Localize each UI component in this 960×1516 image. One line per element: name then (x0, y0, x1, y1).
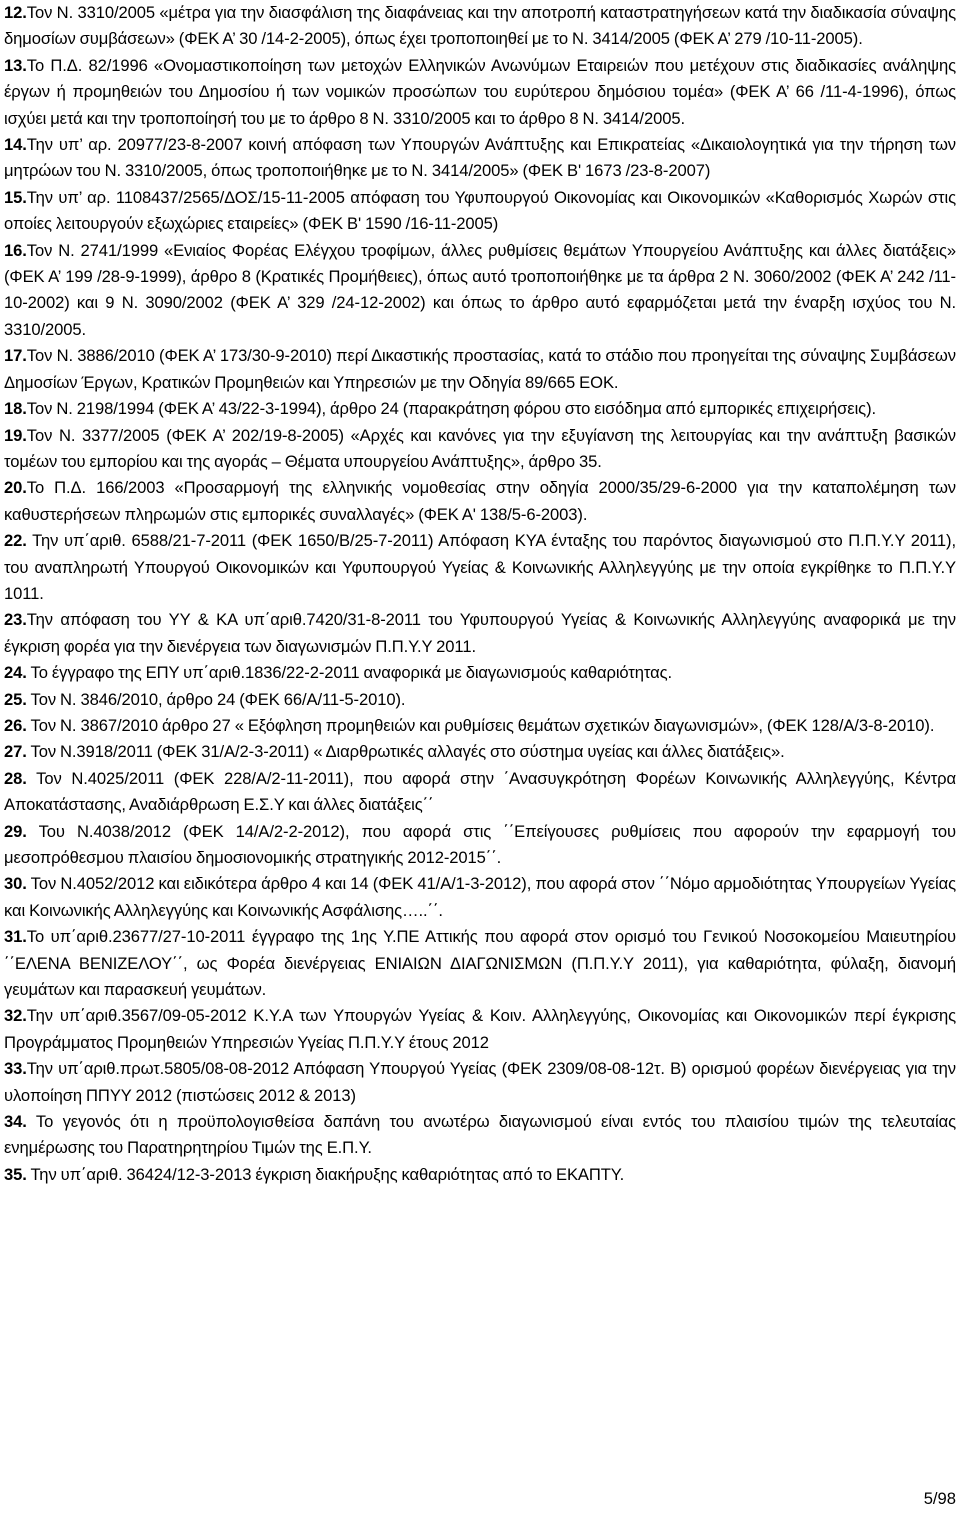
list-item (4, 1003, 956, 1056)
item-text: Το Π.Δ. 166/2003 «Προσαρμογή της ελληνικής νομοθεσίας στην οδηγία 2000/35/29-6-2000 για την καταπολέμηση των καθυστερήσεων πληρωμών στις εμπορικές συναλλαγές» (ΦΕΚ Α' 138/5-6-2003). (4, 478, 956, 524)
item-text: Τον Ν. 2198/1994 (ΦΕΚ Α’ 43/22-3-1994), άρθρο 24 (παρακράτηση φόρου στο εισόδημα από εμπορικές επιχειρήσεις). (26, 399, 877, 419)
item-number: 20. (4, 478, 27, 498)
item-number: 35. (4, 1164, 27, 1184)
item-number: 19. (4, 425, 27, 445)
item-text: Τον Ν.3918/2011 (ΦΕΚ 31/Α/2-3-2011) « Διαρθρωτικές αλλαγές στο σύστημα υγείας και άλλες διατάξεις». (26, 742, 785, 762)
page-number: 5/98 (923, 1489, 956, 1508)
list-item (4, 0, 956, 53)
item-text: Την υπ΄αριθ. 6588/21-7-2011 (ΦΕΚ 1650/Β/25-7-2011) Απόφαση ΚΥΑ ένταξης του παρόντος διαγωνισμού στο Π.Π.Υ.Υ 2011), του αναπληρωτή Υπουργού Οικονομικών και Υφυπουργού Υγείας & Κοινωνικής Αλληλεγγύης με την οποία εγκρίθηκε το Π.Π.Υ.Υ 1011. (4, 531, 956, 603)
item-text: Τον Ν. 2741/1999 «Ενιαίος Φορέας Ελέγχου τροφίμων, άλλες ρυθμίσεις θεμάτων Υπουργείου Ανάπτυξης και άλλες διατάξεις» (ΦΕΚ Α’ 199 /28-9-1999), άρθρο 8 (Κρατικές Προμήθειες), όπως αυτό τροποποιήθηκε με τα άρθρα 2 Ν. 3060/2002 (ΦΕΚ Α’ 242 /11-10-2002) και 9 Ν. 3090/2002 (ΦΕΚ Α’ 329 /24-12-2002) και όπως το άρθρο αυτό εφαρμόζεται μετά την έναρξη ισχύος του Ν. 3310/2005. (4, 240, 956, 339)
item-text: Τον Ν. 3867/2010 άρθρο 27 « Εξόφληση προμηθειών και ρυθμίσεις θεμάτων σχετικών διαγωνισμών», (ΦΕΚ 128/Α/3-8-2010). (26, 715, 935, 735)
item-text: Την υπ΄αριθ.3567/09-05-2012 Κ.Υ.Α των Υπουργών Υγείας & Κοιν. Αλληλεγγύης, Οικονομίας και Οικονομικών περί έγκρισης Προγράμματος Προμηθειών Υπηρεσιών Υγείας Π.Π.Υ.Υ έτους 2012 (4, 1006, 956, 1052)
item-number: 12. (4, 3, 27, 22)
list-item (4, 1162, 956, 1188)
item-text: Τον Ν.4025/2011 (ΦΕΚ 228/Α/2-11-2011), που αφορά στην ΄Ανασυγκρότηση Φορέων Κοινωνικής Αλληλεγγύης, Κέντρα Αποκατάστασης, Αναδιάρθρωση Ε.Σ.Υ και άλλες διατάξεις΄΄ (4, 768, 956, 815)
item-text: Την υπ’ αρ. 20977/23-8-2007 κοινή απόφαση των Υπουργών Ανάπτυξης και Επικρατείας «Δικαιολογητικά για την τήρηση των μητρώων του Ν. 3310/2005, όπως τροποποιήθηκε με το Ν. 3414/2005» (ΦΕΚ Β' 1673 /23-8-2007) (4, 135, 956, 181)
numbered-list (4, 0, 956, 1188)
list-item (4, 924, 956, 1003)
item-number: 34. (4, 1112, 27, 1132)
item-text: Τον Ν. 3846/2010, άρθρο 24 (ΦΕΚ 66/Α/11-5-2010). (26, 689, 406, 709)
item-number: 30. (4, 874, 27, 894)
item-text: Τον Ν. 3886/2010 (ΦΕΚ Α’ 173/30-9-2010) περί Δικαστικής προστασίας, κατά το στάδιο που προηγείται της σύναψης Συμβάσεων Δημοσίων Έργων, Κρατικών Προμηθειών και Υπηρεσιών με την Οδηγία 89/665 ΕΟΚ. (4, 346, 956, 392)
item-number: 23. (4, 610, 27, 630)
list-item (4, 53, 956, 132)
list-item (4, 132, 956, 185)
item-text: Τον Ν. 3310/2005 «μέτρα για την διασφάλιση της διαφάνειας και την αποτροπή καταστρατηγήσεων κατά την διαδικασία σύναψης δημοσίων συμβάσεων» (ΦΕΚ Α’ 30 /14-2-2005), όπως έχει τροποποιηθεί με το Ν. 3414/2005 (ΦΕΚ Α’ 279 /10-11-2005). (4, 3, 956, 49)
list-item (4, 607, 956, 660)
item-number: 26. (4, 715, 27, 735)
item-number: 13. (4, 55, 27, 75)
item-text: Το γεγονός ότι η προϋπολογισθείσα δαπάνη του ανωτέρω διαγωνισμού είναι εντός του πλαισίου τιμών της τελευταίας ενημέρωσης του Παρατηρητηρίου Τιμών της Ε.Π.Υ. (4, 1112, 956, 1158)
item-number: 31. (4, 927, 27, 947)
list-item (4, 739, 956, 765)
list-item (4, 396, 956, 422)
item-text: Την υπ’ αρ. 1108437/2565/ΔΟΣ/15-11-2005 απόφαση του Υφυπουργού Οικονομίας και Οικονομικών «Καθορισμός Χωρών στις οποίες λειτουργούν εξωχώριες εταιρείες» (ΦΕΚ Β' 1590 /16-11-2005) (4, 187, 956, 234)
item-text: Το υπ΄αριθ.23677/27-10-2011 έγγραφο της 1ης Υ.ΠΕ Αττικής που αφορά στον ορισμό του Γενικού Νοσοκομείου Μαιευτηρίου ΄΄ΕΛΕΝΑ ΒΕΝΙΖΕΛΟΥ΄΄, ως Φορέα διενέργειας ΕΝΙΑΙΩΝ ΔΙΑΓΩΝΙΣΜΩΝ (Π.Π.Υ.Υ 2011), για καθαριότητα, φύλαξη, διανομή γευμάτων και παρασκευή γευμάτων. (4, 927, 956, 1000)
item-number: 22. (4, 531, 27, 551)
item-text: Του Ν.4038/2012 (ΦΕΚ 14/Α/2-2-2012), που αφορά στις ΄΄Επείγουσες ρυθμίσεις που αφορούν την εφαρμογή του μεσοπρόθεσμου πλαισίου δημοσιονομικής στρατηγικής 2012-2015΄΄. (4, 821, 956, 867)
item-number: 33. (4, 1059, 27, 1079)
item-number: 15. (4, 187, 27, 207)
list-item (4, 475, 956, 528)
list-item (4, 819, 956, 872)
item-text: Την απόφαση του ΥΥ & ΚΑ υπ΄αριθ.7420/31-8-2011 του Υφυπουργού Υγείας & Κοινωνικής Αλληλεγγύης αναφορικά με την έγκριση φορέα για την διενέργεια των διαγωνισμών Π.Π.Υ.Υ 2011. (4, 610, 956, 656)
item-number: 25. (4, 689, 27, 709)
list-item (4, 185, 956, 238)
item-number: 28. (4, 768, 27, 788)
list-item (4, 423, 956, 476)
list-item (4, 713, 956, 739)
item-text: Το Π.Δ. 82/1996 «Ονομαστικοποίηση των μετοχών Ελληνικών Ανωνύμων Εταιρειών που μετέχουν στις διαδικασίες ανάληψης έργων ή προμηθειών του Δημοσίου ή των νομικών προσώπων του ευρύτερου δημόσιου τομέα» (ΦΕΚ Α’ 66 /11-4-1996), όπως ισχύει μετά και την τροποποίησή του με το άρθρο 8 Ν. 3310/2005 και το άρθρο 8 Ν. 3414/2005. (4, 55, 956, 128)
item-number: 17. (4, 346, 27, 366)
item-text: Το έγγραφο της ΕΠΥ υπ΄αριθ.1836/22-2-2011 αναφορικά με διαγωνισμούς καθαριότητας. (26, 663, 673, 683)
list-item (4, 660, 956, 686)
item-number: 29. (4, 821, 27, 841)
item-text: Τον Ν.4052/2012 και ειδικότερα άρθρο 4 και 14 (ΦΕΚ 41/Α/1-3-2012), που αφορά στον ΄΄Νόμο αρμοδιότητας Υπουργείων Υγείας και Κοινωνικής Αλληλεγγύης και Κοινωνικής Ασφάλισης…..΄΄. (4, 874, 956, 920)
list-item (4, 528, 956, 607)
item-number: 24. (4, 663, 27, 683)
item-number: 18. (4, 399, 27, 419)
item-number: 14. (4, 135, 27, 155)
item-text: Την υπ΄αριθ.πρωτ.5805/08-08-2012 Απόφαση Υπουργού Υγείας (ΦΕΚ 2309/08-08-12τ. Β) ορισμού φορέων διενέργειας για την υλοποίηση ΠΠΥΥ 2012 (πιστώσεις 2012 & 2013) (4, 1059, 956, 1105)
list-item (4, 238, 956, 344)
list-item (4, 687, 956, 713)
list-item (4, 343, 956, 396)
list-item (4, 766, 956, 819)
list-item (4, 1109, 956, 1162)
list-item (4, 1056, 956, 1109)
item-text: Την υπ΄αριθ. 36424/12-3-2013 έγκριση διακήρυξης καθαριότητας από το ΕΚΑΠΤΥ. (26, 1164, 625, 1184)
item-text: Τον Ν. 3377/2005 (ΦΕΚ Α’ 202/19-8-2005) «Αρχές και κανόνες για την εξυγίανση της λειτουργίας και την ανάπτυξη βασικών τομέων του εμπορίου και της αγοράς – Θέματα υπουργείου Ανάπτυξης», άρθρο 35. (4, 425, 956, 471)
item-number: 16. (4, 240, 27, 260)
item-number: 32. (4, 1006, 27, 1026)
item-number: 27. (4, 742, 27, 762)
list-item (4, 871, 956, 924)
